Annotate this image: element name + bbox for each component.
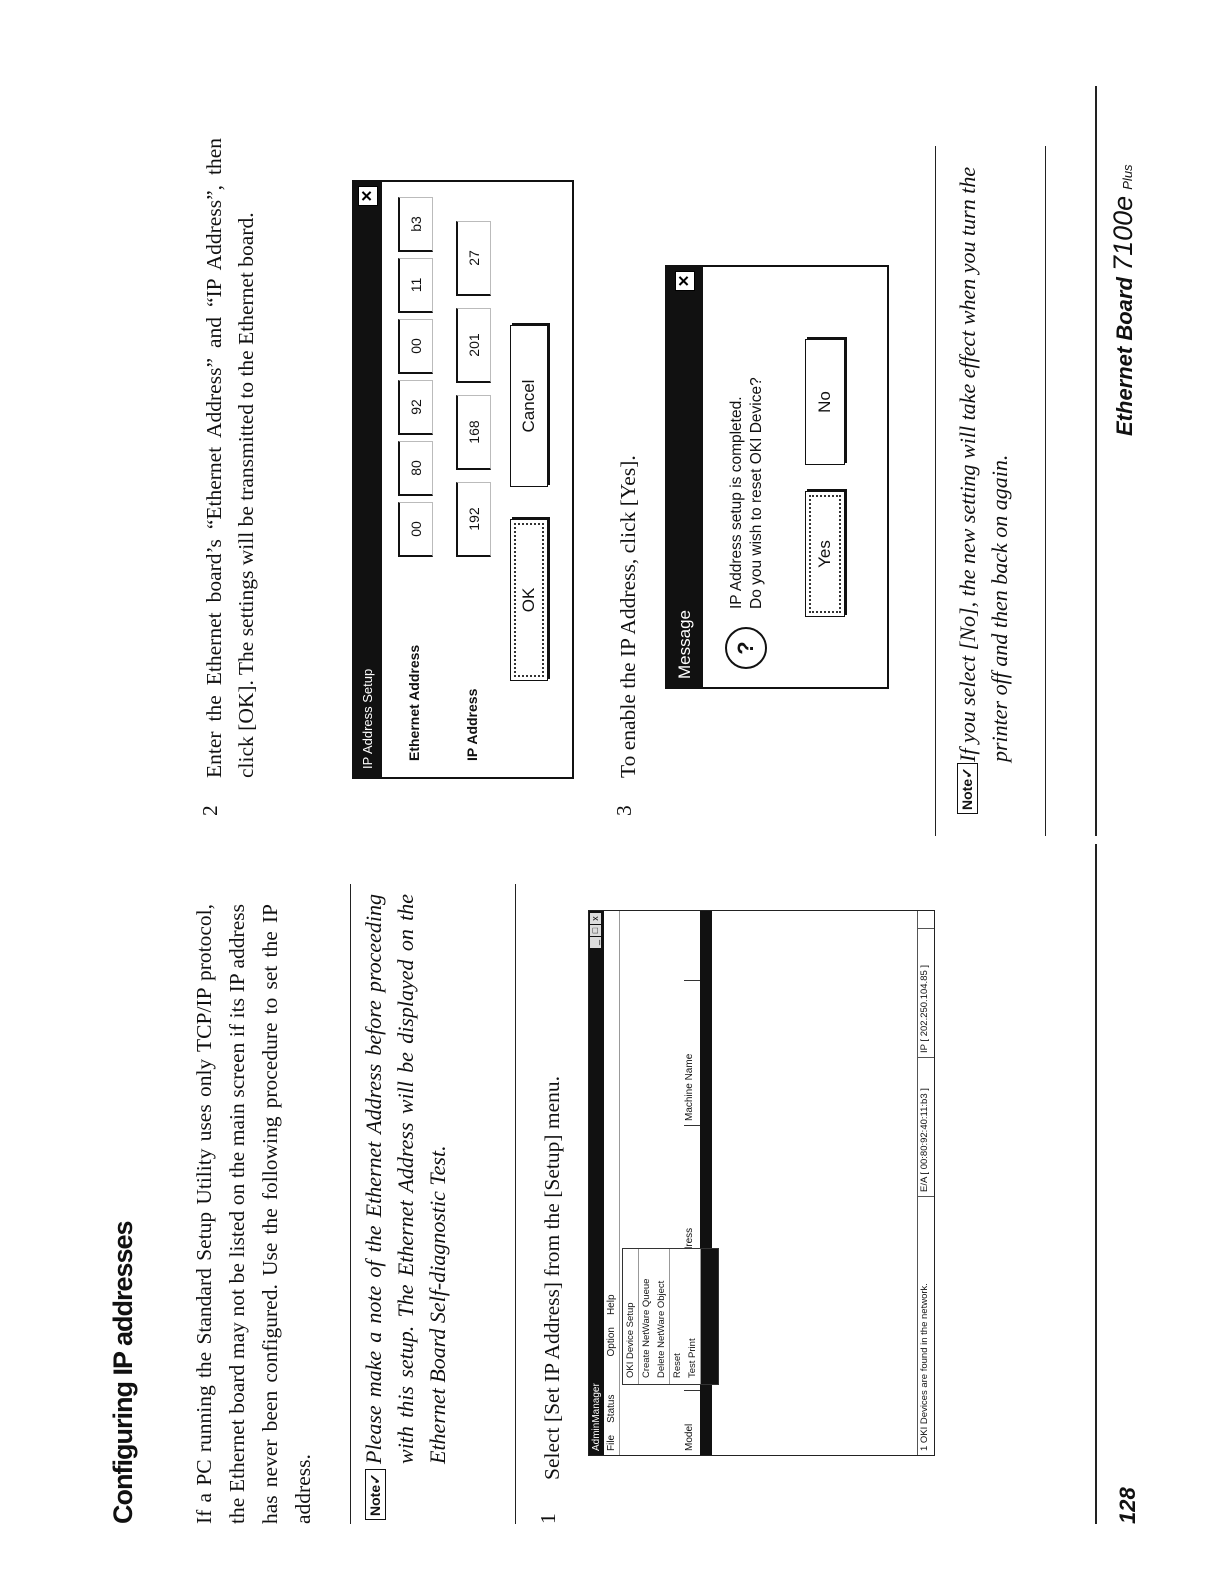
note-icon: Note✓: [957, 763, 978, 814]
note-ethernet-address: Please make a note of the Ethernet Address before proceeding with this setup. The Ethernet Address will be displayed on the Ethernet Board Self-diagnostic Test.: [361, 894, 450, 1464]
ethernet-octet-5[interactable]: 11: [398, 258, 433, 313]
note-divider-top: [350, 884, 351, 1524]
note-no-selection: If you select [No], the new setting will take effect when you turn the printer off and then back on again.: [955, 166, 1012, 762]
close-icon[interactable]: ✕: [358, 186, 378, 206]
ip-address-label: IP Address: [464, 688, 480, 761]
status-ip-address: IP [ 202.250.104.85 ]: [918, 928, 934, 1057]
menu-item-oki-device-setup[interactable]: OKI Device Setup: [625, 1302, 636, 1378]
ethernet-octet-4[interactable]: 00: [398, 319, 433, 374]
admin-menubar: [604, 911, 620, 1455]
message-dialog: [665, 265, 889, 689]
ethernet-octet-2[interactable]: 80: [398, 441, 433, 496]
ok-button[interactable]: OK: [510, 519, 548, 681]
admin-titlebar: AdminManager _ □ x: [589, 911, 604, 1455]
intro-paragraph: If a PC running the Standard Setup Utility uses only TCP/IP protocol, the Ethernet board may not be listed on the main screen if its IP address has never been configured. Use the following procedure to set the IP address.: [192, 904, 315, 1524]
step-3-text: To enable the IP Address, click [Yes].: [616, 455, 640, 778]
ethernet-octet-3[interactable]: 92: [398, 380, 433, 435]
ip-octet-2[interactable]: 168: [456, 395, 491, 470]
step-2-number: 2: [198, 805, 222, 816]
ip-dialog-titlebar: IP Address Setup ✕: [354, 182, 382, 777]
message-line-2: Do you wish to reset OKI Device?: [748, 377, 765, 609]
ethernet-octet-6[interactable]: b3: [398, 197, 433, 252]
col-model[interactable]: Model: [684, 1390, 700, 1455]
close-icon[interactable]: ✕: [675, 271, 695, 291]
no-button[interactable]: No: [805, 339, 845, 465]
brand-name: Ethernet Board: [1112, 277, 1137, 436]
menu-item-delete-netware-object[interactable]: Delete NetWare Object: [656, 1280, 667, 1378]
menu-option[interactable]: Option: [606, 1327, 617, 1357]
ip-address-setup-dialog: [352, 180, 574, 779]
footer-rule-left: [1095, 844, 1097, 1524]
message-line-1: IP Address setup is completed.: [728, 396, 745, 609]
footer-brand: [1108, 164, 1139, 436]
ethernet-address-label: Ethernet Address: [406, 644, 422, 761]
menu-item-create-netware-queue[interactable]: Create NetWare Queue: [638, 1249, 654, 1384]
status-devices-found: 1 OKI Devices are found in the network.: [918, 1196, 934, 1455]
menu-item-test-print[interactable]: Test Print: [687, 1338, 698, 1378]
section-heading: Configuring IP addresses: [108, 1221, 138, 1524]
close-icon[interactable]: x: [590, 913, 601, 924]
menu-help[interactable]: Help: [606, 1294, 617, 1316]
step-2-text: Enter the Ethernet board’s “Ethernet Address” and “IP Address”, then click [OK]. The settings will be transmitted to the Ethernet board.: [202, 138, 258, 778]
message-titlebar: Message ✕: [667, 267, 703, 687]
cancel-button[interactable]: Cancel: [510, 325, 548, 487]
note-divider-bottom: [515, 884, 516, 1524]
yes-button[interactable]: Yes: [805, 491, 845, 617]
footer-rule-right: [1095, 86, 1097, 836]
menu-status[interactable]: Status: [606, 1394, 617, 1423]
menu-item-reset[interactable]: Reset: [669, 1249, 685, 1384]
page-number: 128: [1115, 1487, 1140, 1524]
brand-model: 7100e: [1108, 195, 1138, 271]
col-machine-name[interactable]: Machine Name: [684, 980, 700, 1125]
menu-file[interactable]: File: [606, 1434, 617, 1451]
question-icon: ?: [725, 627, 767, 669]
ethernet-address-fields: [398, 197, 433, 557]
step-3-number: 3: [612, 805, 636, 816]
ip-octet-1[interactable]: 192: [456, 482, 491, 557]
status-ethernet-address: E/A [ 00:80:92:40:11:b3 ]: [918, 1057, 934, 1196]
admin-manager-window: [588, 910, 935, 1456]
setup-dropdown-menu: [622, 1248, 719, 1385]
note-icon: Note✓: [365, 1469, 386, 1520]
note2-divider-top: [935, 146, 936, 836]
ip-octet-3[interactable]: 201: [456, 308, 491, 383]
ethernet-octet-1[interactable]: 00: [398, 502, 433, 557]
step-1-text: Select [Set IP Address] from the [Setup] menu.: [540, 1075, 564, 1480]
maximize-icon[interactable]: □: [590, 925, 601, 936]
step-1-number: 1: [536, 1513, 560, 1524]
note2-divider-bottom: [1045, 146, 1046, 836]
ip-address-fields: [456, 221, 491, 557]
ip-octet-4[interactable]: 27: [456, 221, 491, 296]
menu-item-set-ip-address-highlighted[interactable]: [700, 1249, 718, 1384]
minimize-icon[interactable]: _: [590, 937, 601, 948]
brand-plus: Plus: [1120, 164, 1135, 190]
admin-statusbar: [917, 911, 934, 1455]
